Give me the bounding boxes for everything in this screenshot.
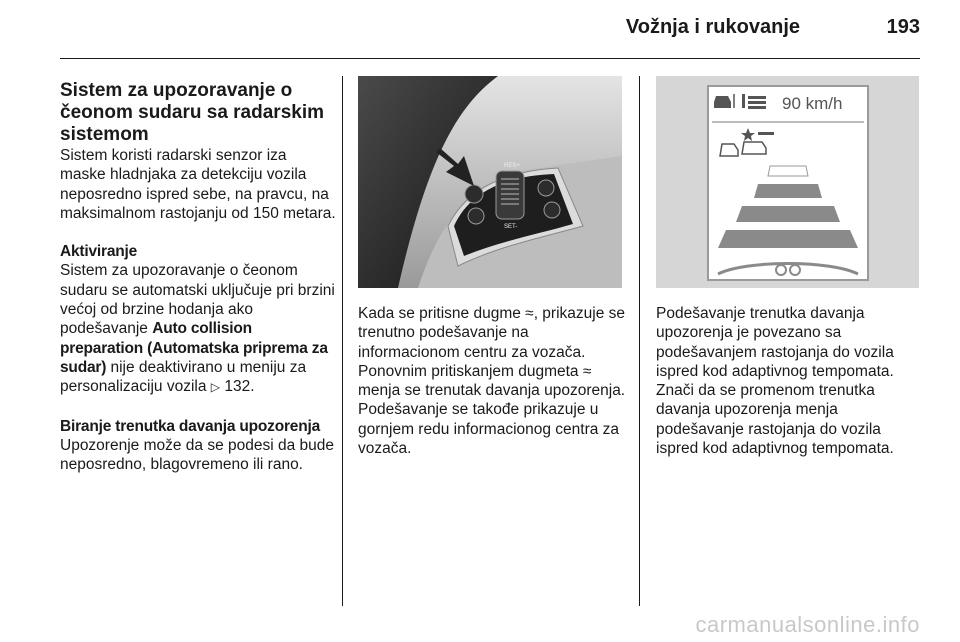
column-divider-2 xyxy=(639,76,640,606)
collision-alert-button xyxy=(465,185,483,203)
timing-paragraph xyxy=(60,417,336,475)
activation-heading: Aktiviranje xyxy=(60,243,138,261)
following-distance-icon xyxy=(742,94,745,108)
middle-text-3: menja se trenutak davanja upozorenja. Podešavanje se takođe prikazuje u gornjem redu informacionog centra za vozača. xyxy=(358,382,626,458)
column-divider-1 xyxy=(342,76,343,606)
distance-bar-2 xyxy=(754,184,822,198)
header-rule xyxy=(60,58,920,59)
collision-alert-symbol-icon: ≈ xyxy=(582,362,592,380)
display-speed: 90 km/h xyxy=(782,94,843,113)
activation-page-ref: 132. xyxy=(224,378,255,396)
left-column xyxy=(60,80,336,493)
section-title: Sistem za upozoravanje o čeonom sudaru sa radarskim sistemom xyxy=(60,80,324,145)
steering-wheel-illustration xyxy=(358,76,622,288)
collision-alert-symbol-icon: ≈ xyxy=(525,305,534,322)
middle-text-1: Kada se pritisne dugme xyxy=(358,305,521,322)
middle-text-2: , prikazuje se trenutno podešavanje na informacionom centru za vozača. Ponovnim pritiskanjem dugmeta xyxy=(358,305,626,380)
right-column xyxy=(656,304,920,477)
cruise-thumbwheel xyxy=(496,171,524,219)
res-label: RES+ xyxy=(504,163,520,169)
intro-paragraph xyxy=(60,146,336,223)
activation-setting-name: Auto collision preparation (Automatska priprema za sudar) xyxy=(60,320,328,376)
distance-bar-3 xyxy=(736,206,840,222)
driver-info-display-figure xyxy=(656,76,919,288)
right-paragraph: Podešavanje trenutka davanja upozorenja je povezano sa podešavanjem rastojanja do vozila ispred kod adaptivnog tempomata. Znači da se promenom trenutka davanja upozorenja menja podešavanje rastojanja do vozila ispred kod adaptivnog tempomata. xyxy=(656,305,894,458)
watermark: carmanualsonline.info xyxy=(695,612,920,637)
page-reference-icon: ▷ xyxy=(210,380,221,395)
driver-info-display xyxy=(656,76,919,288)
middle-paragraph xyxy=(358,304,628,458)
timing-text: Upozorenje može da se podesi da bude neposredno, blagovremeno ili rano. xyxy=(60,436,335,474)
distance-bar-4 xyxy=(718,230,858,248)
activation-paragraph xyxy=(60,242,336,397)
distance-bar-1 xyxy=(768,166,808,176)
intro-text: Sistem koristi radarski senzor iza maske hladnjaka za detekciju vozila neposredno ispred sebe, na pravcu, na maksimalnom rastojanju od 150 metara. xyxy=(60,147,336,222)
middle-column xyxy=(358,304,628,477)
page-header-title: Vožnja i rukovanje xyxy=(625,16,800,38)
steering-wheel-figure xyxy=(358,76,622,288)
activation-text-2: nije deaktivirano u meniju za personalizaciju vozila xyxy=(60,358,307,396)
display-frame xyxy=(708,86,868,280)
page-number: 193 xyxy=(886,16,920,38)
timing-heading: Biranje trenutka davanja upozorenja xyxy=(60,417,321,435)
set-label: SET- xyxy=(504,224,518,230)
activation-text-1: Sistem za upozoravanje o čeonom sudaru se automatski uključuje pri brzini većoj od brzine hodanja ako podešavanje xyxy=(60,262,335,338)
